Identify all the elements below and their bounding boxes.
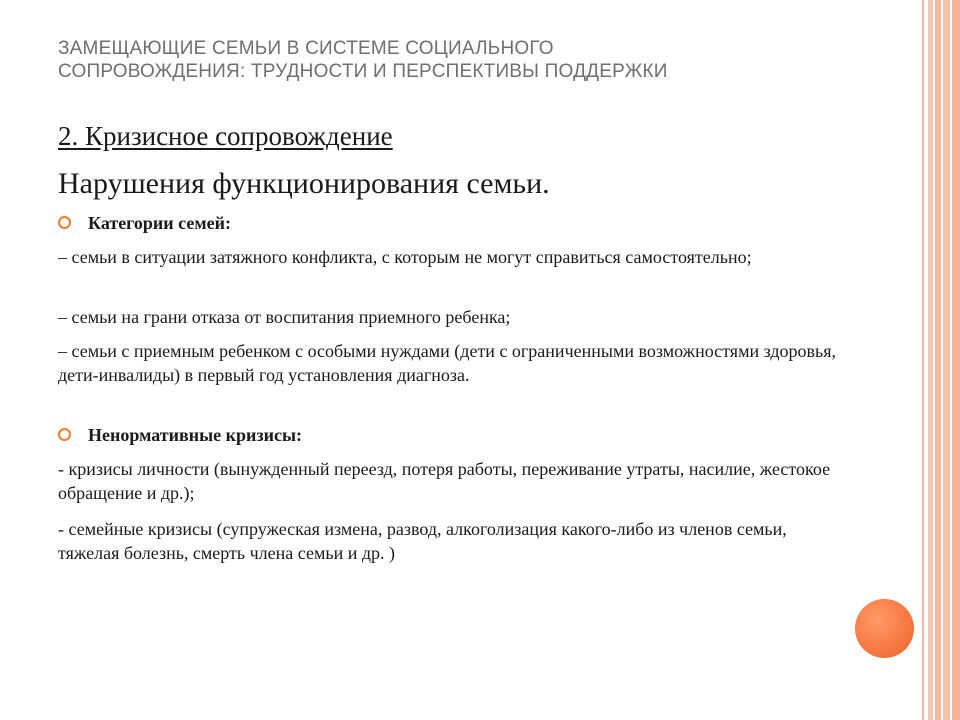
list-item: – семьи с приемным ребенком с особыми нуждами (дети с ограниченными возможностями здоровья, дети-инвалиды) в первый год установления диагноза.: [58, 341, 837, 385]
frame-border-line: [922, 0, 924, 720]
bullet-label: Категории семей:: [88, 213, 231, 233]
slide-title: [58, 37, 898, 83]
list-item: - кризисы личности (вынужденный переезд, потеря работы, переживание утраты, насилие, жестокое обращение и др.);: [58, 459, 831, 503]
bullet-circle-icon: [58, 428, 71, 441]
decorative-orange-circle: [855, 599, 914, 658]
bullet-circle-icon: [58, 216, 71, 229]
list-item: – семьи на грани отказа от воспитания приемного ребенка;: [58, 307, 511, 327]
bullet-label: Ненормативные кризисы:: [88, 425, 303, 445]
section-heading: Нарушения функционирования семьи.: [58, 167, 550, 200]
section-subtitle: 2. Кризисное сопровождение: [58, 121, 393, 151]
list-item: – семьи в ситуации затяжного конфликта, с которым не могут справиться самостоятельно;: [58, 247, 752, 267]
slide-title-line-1: ЗАМЕЩАЮЩИЕ СЕМЬИ В СИСТЕМЕ СОЦИАЛЬНОГО: [58, 38, 554, 59]
list-item: - семейные кризисы (супружеская измена, развод, алкоголизация какого-либо из членов семьи, тяжелая болезнь, смерть члена семьи и др. ): [58, 519, 787, 563]
slide-title-line-2: СОПРОВОЖДЕНИЯ: ТРУДНОСТИ И ПЕРСПЕКТИВЫ ПОДДЕРЖКИ: [58, 61, 668, 82]
decorative-stripes: [928, 0, 960, 720]
